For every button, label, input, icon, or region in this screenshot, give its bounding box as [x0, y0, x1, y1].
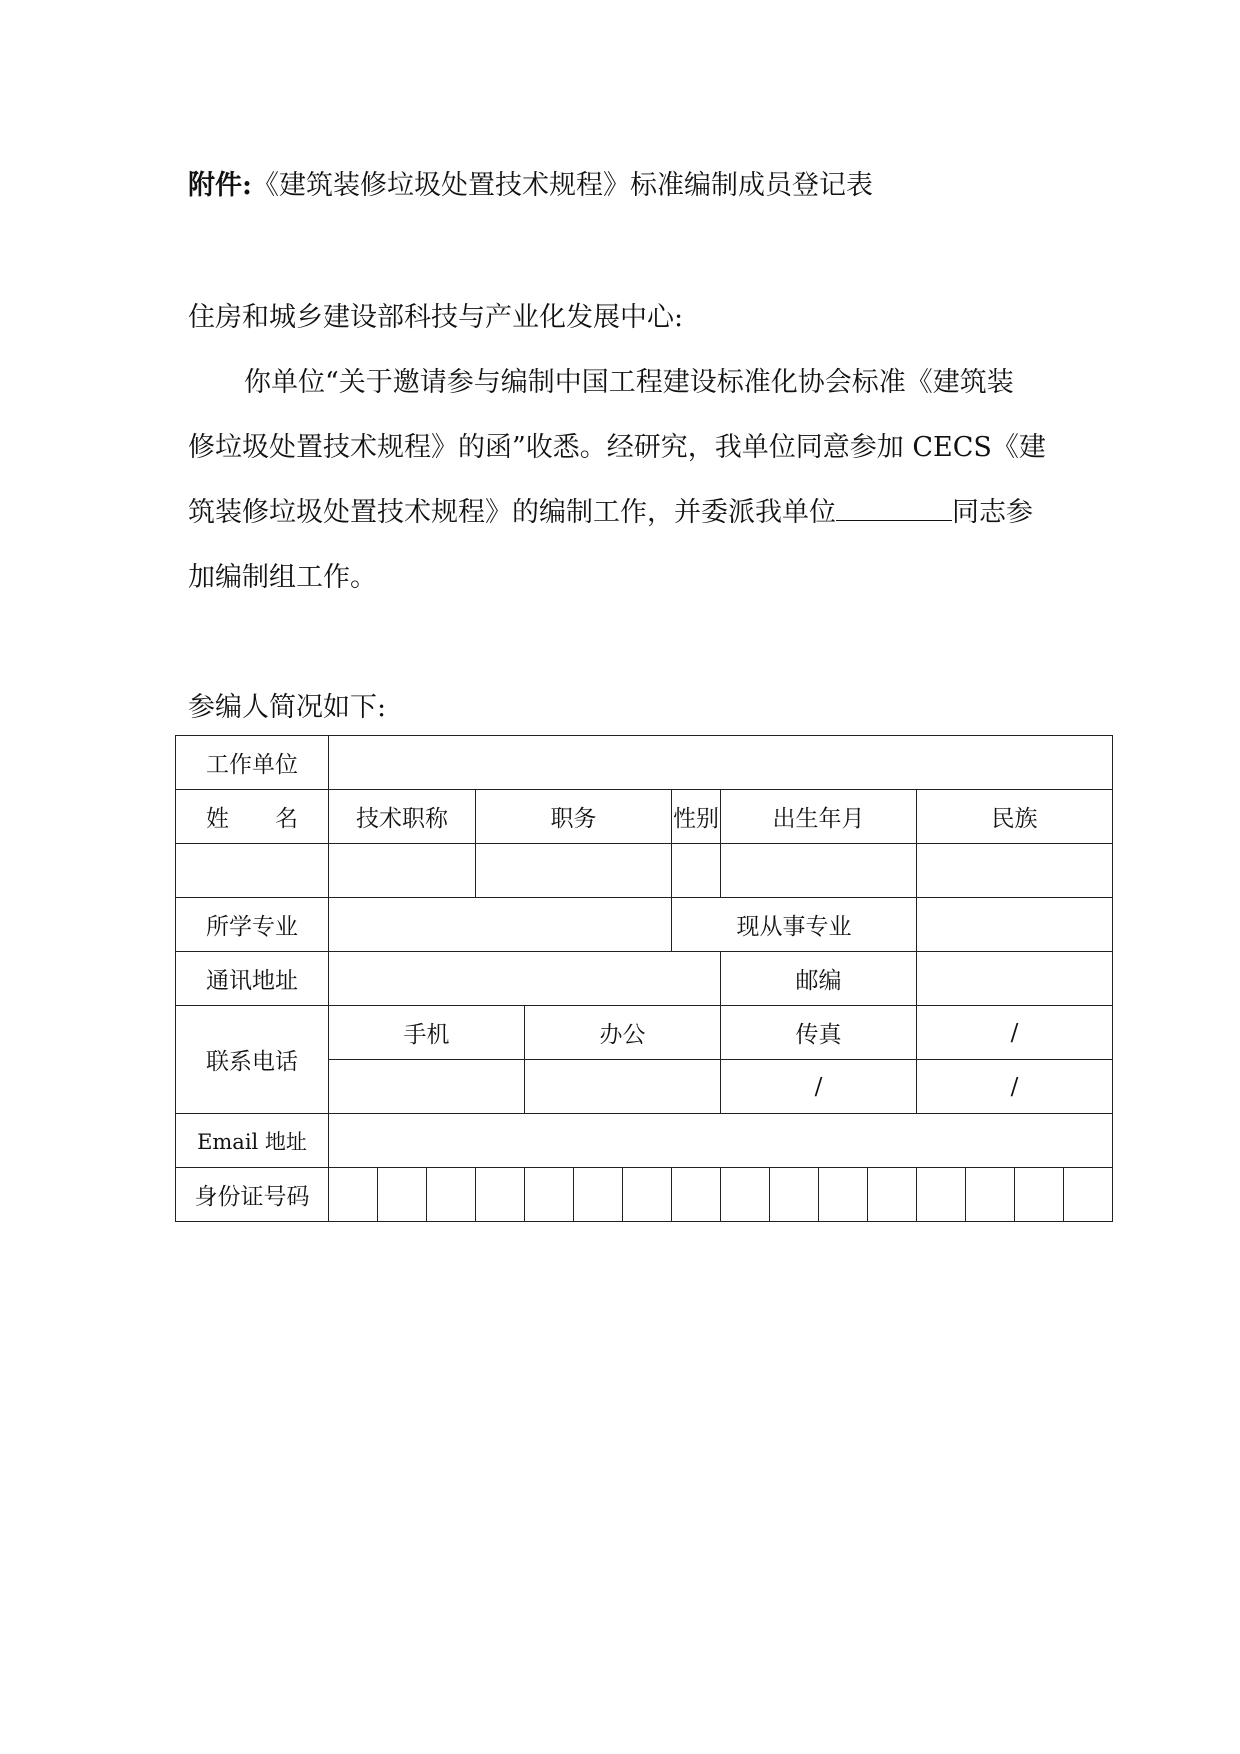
form-intro: 参编人简况如下:: [188, 692, 387, 723]
id-digit-cell[interactable]: [770, 1168, 819, 1222]
major-label: 所学专业: [176, 898, 329, 952]
name-field[interactable]: [176, 844, 329, 898]
id-digit-cell[interactable]: [819, 1168, 868, 1222]
id-digit-cell[interactable]: [1064, 1168, 1113, 1222]
title-text: 《建筑装修垃圾处置技术规程》标准编制成员登记表: [251, 170, 873, 201]
id-digit-cell[interactable]: [574, 1168, 623, 1222]
postcode-label: 邮编: [721, 952, 917, 1006]
document-title: [188, 163, 873, 202]
ethnicity-label: 民族: [917, 790, 1113, 844]
id-digit-cell[interactable]: [378, 1168, 427, 1222]
work-unit-label: 工作单位: [176, 736, 329, 790]
id-digit-cell[interactable]: [525, 1168, 574, 1222]
office-label: 办公: [525, 1006, 721, 1060]
email-label: Email 地址: [176, 1114, 329, 1168]
id-digit-cell[interactable]: [476, 1168, 525, 1222]
letter-line-3: [188, 490, 1033, 529]
mobile-label: 手机: [329, 1006, 525, 1060]
current-major-label: 现从事专业: [672, 898, 917, 952]
position-label: 职务: [476, 790, 672, 844]
addressee: 住房和城乡建设部科技与产业化发展中心:: [188, 302, 684, 333]
id-digit-cell[interactable]: [329, 1168, 378, 1222]
gender-label: 性别: [672, 790, 721, 844]
id-digit-cell[interactable]: [917, 1168, 966, 1222]
birth-field[interactable]: [721, 844, 917, 898]
row-personal-values: [176, 844, 1113, 898]
major-field[interactable]: [329, 898, 672, 952]
row-id-number: [176, 1168, 1113, 1222]
row-address: [176, 952, 1113, 1006]
id-label: 身份证号码: [176, 1168, 329, 1222]
fax-label: 传真: [721, 1006, 917, 1060]
position-field[interactable]: [476, 844, 672, 898]
title-prefix: 附件:: [188, 170, 252, 201]
office-field[interactable]: [525, 1060, 721, 1114]
letter-line-3-end: 同志参: [952, 497, 1033, 528]
registration-form: [175, 735, 1113, 1222]
name-label: 姓 名: [176, 790, 329, 844]
id-digit-cell[interactable]: [721, 1168, 770, 1222]
letter-line-3-text: 筑装修垃圾处置技术规程》的编制工作，并委派我单位: [188, 497, 836, 528]
id-digit-cell[interactable]: [623, 1168, 672, 1222]
birth-label: 出生年月: [721, 790, 917, 844]
id-digit-cell[interactable]: [868, 1168, 917, 1222]
id-digit-cell[interactable]: [427, 1168, 476, 1222]
letter-line-4: 加编制组工作。: [188, 562, 377, 593]
row-major: [176, 898, 1113, 952]
row-phone-header: [176, 1006, 1113, 1060]
work-unit-field[interactable]: [329, 736, 1113, 790]
row-header: [176, 790, 1113, 844]
phone-label: 联系电话: [176, 1006, 329, 1114]
id-digit-cell[interactable]: [672, 1168, 721, 1222]
address-label: 通讯地址: [176, 952, 329, 1006]
row-work-unit: [176, 736, 1113, 790]
fax-field-slash: /: [721, 1060, 917, 1114]
email-field[interactable]: [329, 1114, 1113, 1168]
name-blank[interactable]: [836, 498, 952, 521]
current-major-field[interactable]: [917, 898, 1113, 952]
address-field[interactable]: [329, 952, 721, 1006]
phone-extra-slash: /: [917, 1006, 1113, 1060]
phone-extra-field-slash: /: [917, 1060, 1113, 1114]
id-digit-cell[interactable]: [966, 1168, 1015, 1222]
postcode-field[interactable]: [917, 952, 1113, 1006]
mobile-field[interactable]: [329, 1060, 525, 1114]
gender-field[interactable]: [672, 844, 721, 898]
tech-title-field[interactable]: [329, 844, 476, 898]
letter-line-1: 你单位“关于邀请参与编制中国工程建设标准化协会标准《建筑装: [244, 367, 1014, 398]
ethnicity-field[interactable]: [917, 844, 1113, 898]
tech-title-label: 技术职称: [329, 790, 476, 844]
id-digit-cell[interactable]: [1015, 1168, 1064, 1222]
letter-line-2: 修垃圾处置技术规程》的函”收悉。经研究，我单位同意参加 CECS《建: [188, 432, 1046, 463]
row-email: [176, 1114, 1113, 1168]
